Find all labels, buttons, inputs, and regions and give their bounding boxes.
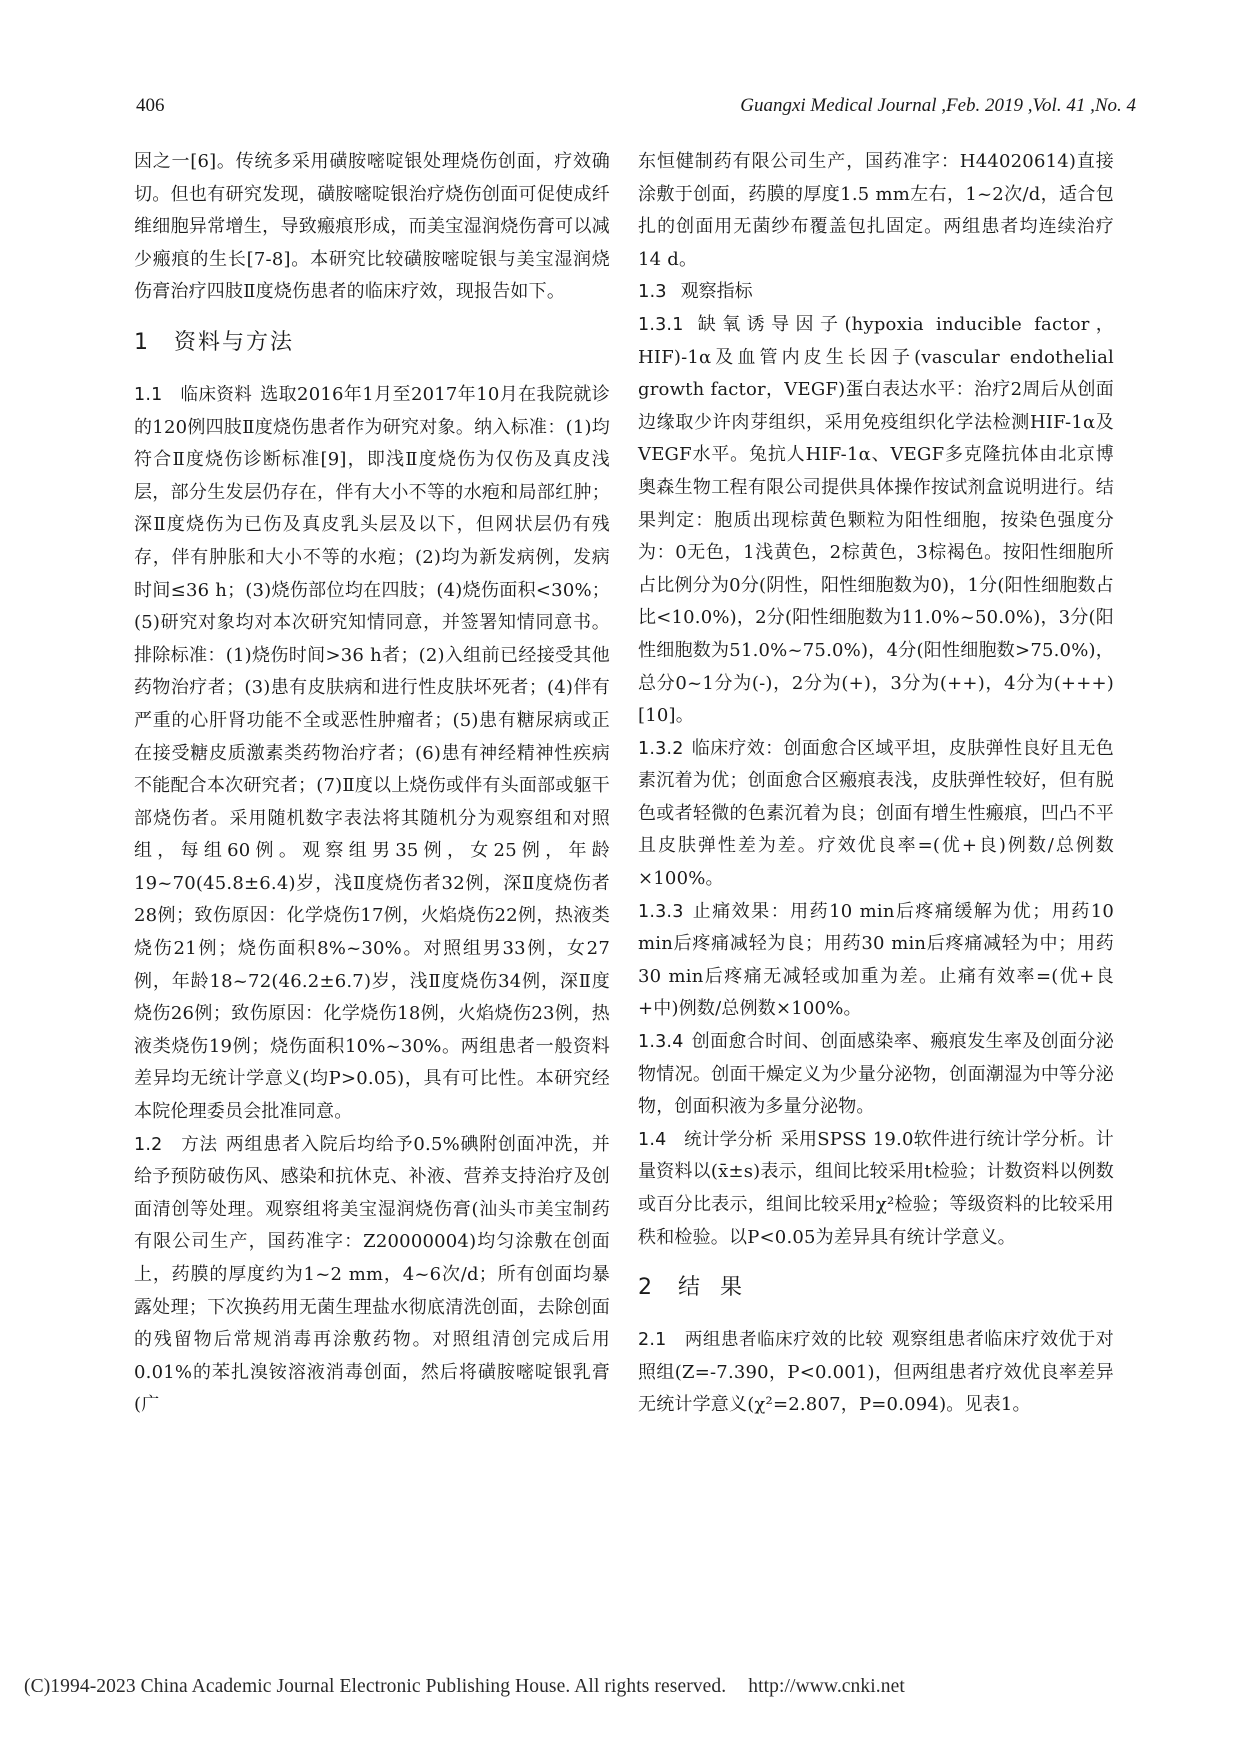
subsection-1-2: [134, 1129, 610, 1422]
subsection-1-4-text: 采用SPSS 19.0软件进行统计学分析。计量资料以(x̄±s)表示，组间比较采用t检验；计数资料以例数或百分比表示，组间比较采用χ²检验；等级资料的比较采用秩和检验。以P<0.05为差异具有统计学意义。: [638, 1128, 1114, 1248]
subsection-1-1-label: 1.1 临床资料: [134, 384, 253, 405]
subsection-1-4-label: 1.4 统计学分析: [638, 1129, 773, 1150]
page-number: 406: [136, 95, 165, 116]
subsection-1-3-2-text: 临床疗效：创面愈合区域平坦，皮肤弹性良好且无色素沉着为优；创面愈合区瘢痕表浅，皮肤弹性较好，但有脱色或者轻微的色素沉着为良；创面有增生性瘢痕，凹凸不平且皮肤弹性差为差。疗效优良率=(优+良)例数/总例数×100%。: [638, 737, 1114, 890]
subsection-1-2-label: 1.2 方法: [134, 1134, 218, 1155]
subsection-1-3-1: [638, 309, 1114, 733]
journal-citation: Guangxi Medical Journal ,Feb. 2019 ,Vol. 41 ,No. 4: [740, 95, 1136, 116]
left-column: [134, 146, 610, 1422]
subsection-1-3-heading: [638, 276, 1114, 309]
subsection-1-4: [638, 1124, 1114, 1254]
copyright-text: (C)1994-2023 China Academic Journal Electronic Publishing House. All rights reserved.: [24, 1676, 727, 1697]
subsection-1-3-number: 1.3: [638, 281, 667, 303]
subsection-1-3-3-label: 1.3.3: [638, 901, 684, 922]
subsection-1-3-4-text: 创面愈合时间、创面感染率、瘢痕发生率及创面分泌物情况。创面干燥定义为少量分泌物，创面潮湿为中等分泌物，创面积液为多量分泌物。: [638, 1031, 1114, 1118]
section-2-title: 结果: [678, 1275, 763, 1301]
subsection-1-1-text: 选取2016年1月至2017年10月在我院就诊的120例四肢Ⅱ度烧伤患者作为研究对象。纳入标准：(1)均符合Ⅱ度烧伤诊断标准[9]，即浅Ⅱ度烧伤为仅伤及真皮浅层，部分生发层仍存在，伴有大小不等的水疱和局部红肿；深Ⅱ度烧伤为已伤及真皮乳头层及以下，但网状层仍有残存，伴有肿胀和大小不等的水疱；(2)均为新发病例，发病时间≤36 h；(3)烧伤部位均在四肢；(4)烧伤面积<30%；(5)研究对象均对本次研究知情同意，并签署知情同意书。排除标准：(1)烧伤时间>36 h者；(2)入组前已经接受其他药物治疗者；(3)患有皮肤病和进行性皮肤坏死者；(4)伴有严重的心肝肾功能不全或恶性肿瘤者；(5)患有糖尿病或正在接受糖皮质激素类药物治疗者；(6)患有神经精神性疾病不能配合本次研究者；(7)Ⅱ度以上烧伤或伴有头面部或躯干部烧伤者。采用随机数字表法将其随机分为观察组和对照组，每组60例。观察组男35例，女25例，年龄19~70(45.8±6.4)岁，浅Ⅱ度烧伤者32例，深Ⅱ度烧伤者28例；致伤原因：化学烧伤17例，火焰烧伤22例，热液类烧伤21例；烧伤面积8%~30%。对照组男33例，女27例，年龄18~72(46.2±6.7)岁，浅Ⅱ度烧伤34例，深Ⅱ度烧伤26例；致伤原因：化学烧伤18例，火焰烧伤23例，热液类烧伤19例；烧伤面积10%~30%。两组患者一般资料差异均无统计学意义(均P>0.05)，具有可比性。本研究经本院伦理委员会批准同意。: [134, 383, 610, 1123]
subsection-1-2-text: 两组患者入院后均给予0.5%碘附创面冲洗，并给予预防破伤风、感染和抗休克、补液、营养支持治疗及创面清创等处理。观察组将美宝湿润烧伤膏(汕头市美宝制药有限公司生产，国药准字：Z20000004)均匀涂敷在创面上，药膜的厚度约为1~2 mm，4~6次/d；所有创面均暴露处理；下次换药用无菌生理盐水彻底清洗创面，去除创面的残留物后常规消毒再涂敷药物。对照组清创完成后用0.01%的苯扎溴铵溶液消毒创面，然后将磺胺嘧啶银乳膏(广: [134, 1133, 610, 1416]
section-1-heading: [134, 329, 610, 357]
continued-paragraph: 东恒健制药有限公司生产，国药准字：H44020614)直接涂敷于创面，药膜的厚度1.5 mm左右，1~2次/d，适合包扎的创面用无菌纱布覆盖包扎固定。两组患者均连续治疗14 d。: [638, 151, 1114, 270]
subsection-1-3-2: [638, 733, 1114, 896]
right-column: [638, 146, 1114, 1422]
subsection-1-3-3-text: 止痛效果：用药10 min后疼痛缓解为优；用药10 min后疼痛减轻为良；用药30 min后疼痛减轻为中；用药30 min后疼痛无减轻或加重为差。止痛有效率=(优+良+中)例数/总例数×100%。: [638, 900, 1114, 1020]
section-2-number: 2: [638, 1275, 652, 1301]
subsection-1-3-4-label: 1.3.4: [638, 1032, 684, 1053]
running-header: [136, 95, 1136, 129]
intro-paragraph: 因之一[6]。传统多采用磺胺嘧啶银处理烧伤创面，疗效确切。但也有研究发现，磺胺嘧啶银治疗烧伤创面可促使成纤维细胞异常增生，导致瘢痕形成，而美宝湿润烧伤膏可以减少瘢痕的生长[7-8]。本研究比较磺胺嘧啶银与美宝湿润烧伤膏治疗四肢Ⅱ度烧伤患者的临床疗效，现报告如下。: [134, 151, 610, 303]
cnki-url[interactable]: http://www.cnki.net: [748, 1676, 905, 1697]
subsection-1-3-title: 观察指标: [680, 281, 753, 303]
subsection-2-1-label: 2.1 两组患者临床疗效的比较: [638, 1330, 884, 1351]
section-1-number: 1: [134, 329, 148, 355]
section-2-heading: [638, 1274, 1114, 1302]
subsection-1-3-1-text: 缺氧诱导因子(hypoxia inducible factor，HIF)-1α及血管内皮生长因子(vascular endothelial growth factor，VEGF)蛋白表达水平：治疗2周后从创面边缘取少许肉芽组织，采用免疫组织化学法检测HIF-1α及VEGF水平。兔抗人HIF-1α、VEGF多克隆抗体由北京博奥森生物工程有限公司提供具体操作按试剂盒说明进行。结果判定：胞质出现棕黄色颗粒为阳性细胞，按染色强度分为：0无色，1浅黄色，2棕黄色，3棕褐色。按阳性细胞所占比例分为0分(阴性，阳性细胞数为0)，1分(阳性细胞数占比<10.0%)，2分(阳性细胞数为11.0%~50.0%)，3分(阳性细胞数为51.0%~75.0%)，4分(阳性细胞数>75.0%)，总分0~1分为(-)，2分为(+)，3分为(++)，4分为(+++)[10]。: [638, 313, 1114, 727]
subsection-1-3-3: [638, 896, 1114, 1026]
subsection-1-1: [134, 379, 610, 1129]
subsection-1-3-4: [638, 1026, 1114, 1124]
copyright-footer: [24, 1676, 1224, 1698]
subsection-2-1-text: 观察组患者临床疗效优于对照组(Z=-7.390，P<0.001)，但两组患者疗效优良率差异无统计学意义(χ²=2.807，P=0.094)。见表1。: [638, 1329, 1114, 1416]
subsection-2-1: [638, 1324, 1114, 1422]
subsection-1-3-1-label: 1.3.1: [638, 314, 684, 335]
section-1-title: 资料与方法: [174, 329, 295, 355]
subsection-1-3-2-label: 1.3.2: [638, 738, 684, 759]
